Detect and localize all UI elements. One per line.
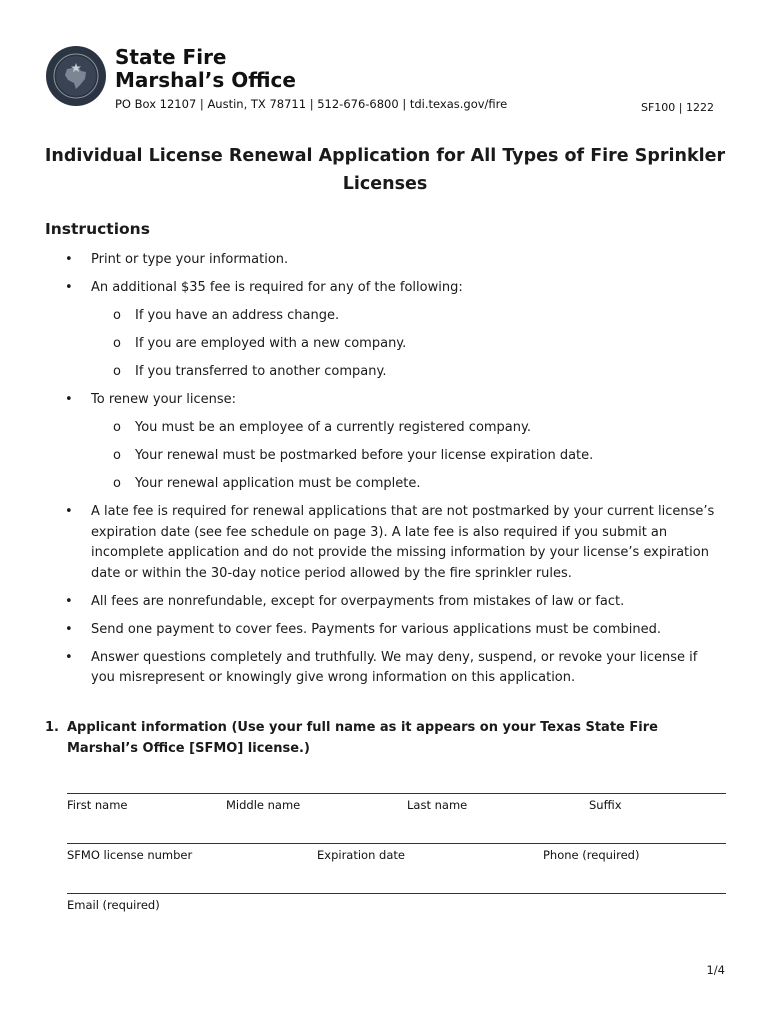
instruction-text: Send one payment to cover fees. Payments for various applications must be combined. — [91, 621, 661, 637]
suffix-field[interactable]: Suffix — [589, 798, 622, 812]
last-name-field[interactable]: Last name — [407, 798, 468, 812]
name-row — [67, 793, 726, 844]
instruction-item — [45, 620, 725, 641]
instruction-text: Your renewal must be postmarked before your license expiration date. — [135, 448, 594, 463]
email-field[interactable]: Email (required) — [67, 898, 160, 912]
bullet: • — [65, 252, 73, 267]
instruction-text: If you have an address change. — [135, 308, 340, 323]
state-fire-marshal-seal — [45, 45, 107, 107]
organization-name-line1: State Fire — [115, 45, 227, 69]
page-number: 1/4 — [706, 963, 725, 977]
instruction-text: To renew your license: — [91, 392, 236, 407]
organization-name — [115, 46, 296, 92]
instruction-text: If you are employed with a new company. — [135, 336, 407, 351]
license-number-field[interactable]: SFMO license number — [67, 848, 193, 862]
first-name-field[interactable]: First name — [67, 798, 128, 812]
instruction-text: If you transferred to another company. — [135, 364, 387, 379]
sub-bullet: o — [113, 476, 121, 491]
bullet: • — [65, 504, 73, 519]
instruction-text: All fees are nonrefundable, except for overpayments from mistakes of law or fact. — [91, 593, 625, 609]
instruction-item — [45, 390, 725, 411]
sub-bullet: o — [113, 448, 121, 463]
instruction-text: Print or type your information. — [91, 252, 289, 267]
instruction-item — [45, 278, 725, 299]
expiration-date-field[interactable]: Expiration date — [317, 848, 405, 862]
organization-name-line2: Marshal’s Office — [115, 68, 296, 92]
form-code: SF100 | 1222 — [641, 101, 714, 114]
instruction-text: A late fee is required for renewal applications that are not postmarked by your current license’s expiration date (see fee schedule on page 3). A late fee is also required if you submit an incomplete application and do not provide the missing information by your license’s expiration date or within the 30-day notice period allowed by the fire sprinkler rules. — [91, 504, 715, 581]
bullet: • — [65, 392, 73, 407]
bullet: • — [65, 280, 73, 295]
sub-bullet: o — [113, 420, 121, 435]
phone-field[interactable]: Phone (required) — [543, 848, 640, 862]
instructions-heading: Instructions — [45, 220, 150, 238]
bullet: • — [65, 649, 73, 665]
instruction-subitem — [45, 418, 725, 439]
section-heading-text: Applicant information (Use your full name as it appears on your Texas State Fire Marshal’s Office [SFMO] license.) — [67, 720, 658, 756]
instruction-subitem — [45, 446, 725, 467]
instruction-subitem — [45, 362, 725, 383]
sub-bullet: o — [113, 364, 121, 379]
instruction-item — [45, 648, 725, 689]
email-row — [67, 893, 726, 944]
applicant-information-heading — [45, 718, 725, 759]
instruction-text: An additional $35 fee is required for any of the following: — [91, 280, 463, 295]
license-row — [67, 843, 726, 894]
instruction-subitem — [45, 474, 725, 495]
bullet: • — [65, 593, 73, 609]
document-title: Individual License Renewal Application for All Types of Fire Sprinkler Licenses — [44, 146, 726, 194]
instruction-item — [45, 502, 725, 584]
organization-address: PO Box 12107 | Austin, TX 78711 | 512-676-6800 | tdi.texas.gov/fire — [115, 97, 508, 111]
sub-bullet: o — [113, 336, 121, 351]
instruction-text: You must be an employee of a currently registered company. — [135, 420, 531, 435]
bullet: • — [65, 621, 73, 637]
instruction-subitem — [45, 306, 725, 327]
instruction-text: Answer questions completely and truthfully. We may deny, suspend, or revoke your license if you misrepresent or knowingly give wrong information on this application. — [91, 649, 698, 685]
instruction-item — [45, 592, 725, 613]
middle-name-field[interactable]: Middle name — [226, 798, 301, 812]
sub-bullet: o — [113, 308, 121, 323]
instructions-list — [45, 250, 725, 696]
instruction-subitem — [45, 334, 725, 355]
instruction-item — [45, 250, 725, 271]
section-number: 1. — [45, 720, 59, 735]
instruction-text: Your renewal application must be complete. — [135, 476, 421, 491]
